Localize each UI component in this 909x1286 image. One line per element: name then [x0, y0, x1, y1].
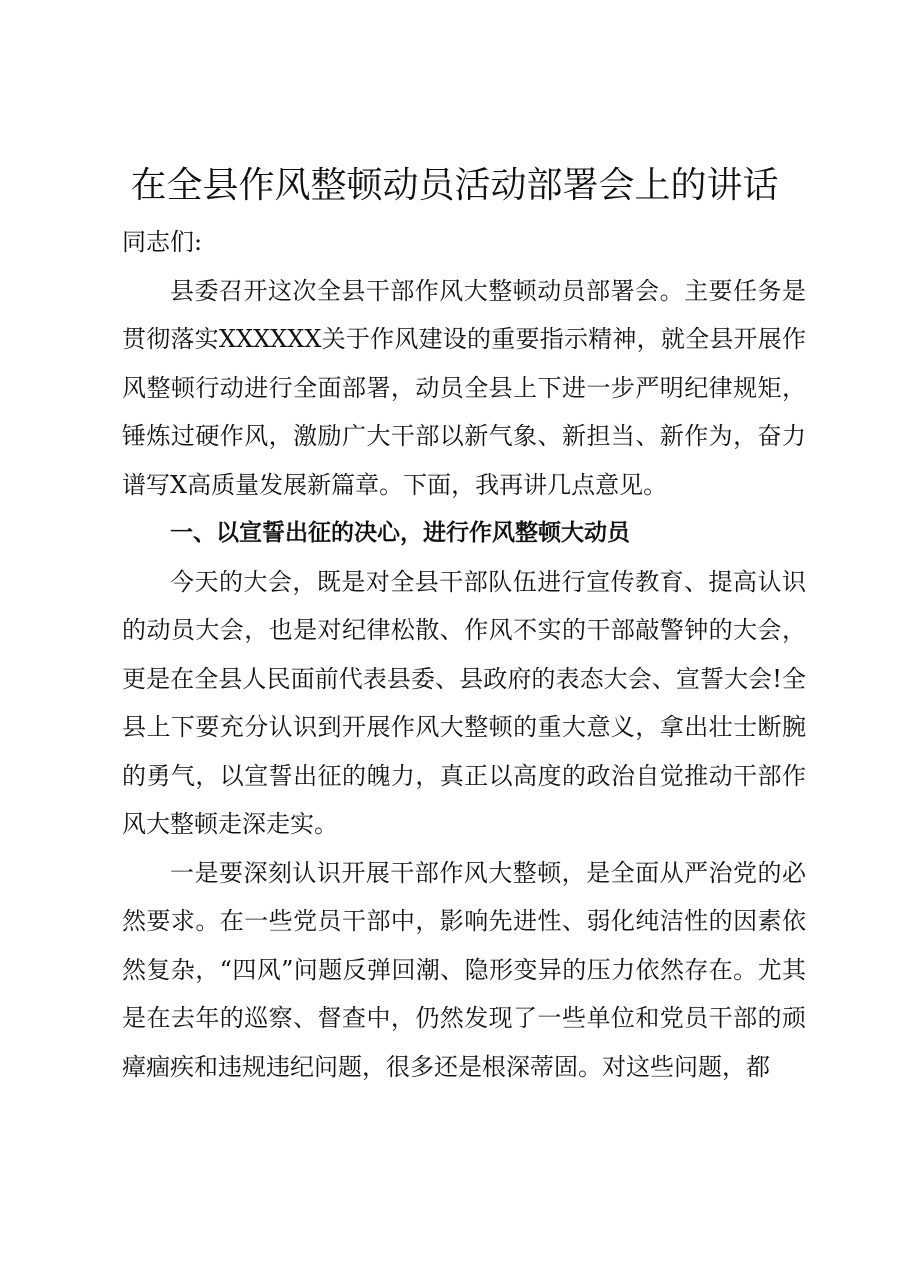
document-body — [122, 218, 806, 1091]
section-heading-1: 一、以宣誓出征的决心，进行作风整顿大动员 — [170, 520, 630, 546]
paragraph-intro: 县委召开这次全县干部作风大整顿动员部署会。主要任务是贯彻落实XXXXXX关于作风建设的重要指示精神，就全县开展作风整顿行动进行全面部署，动员全县上下进一步严明纪律规矩，锤炼过硬作风，激励广大干部以新气象、新担当、新作为，奋力谱写X高质量发展新篇章。下面，我再讲几点意见。 — [122, 276, 806, 499]
salutation: 同志们: — [122, 228, 203, 256]
paragraph-point-one: 一是要深刻认识开展干部作风大整顿，是全面从严治党的必然要求。在一些党员干部中，影响先进性、弱化纯洁性的因素依然复杂，“四风”问题反弹回潮、隐形变异的压力依然存在。尤其是在去年的巡察、督查中，仍然发现了一些单位和党员干部的顽瘴痼疾和违规违纪问题，很多还是根深蒂固。对这些问题，都 — [122, 858, 806, 1081]
document-title: 在全县作风整顿动员活动部署会上的讲话 — [130, 165, 779, 206]
paragraph-mobilization: 今天的大会，既是对全县干部队伍进行宣传教育、提高认识的动员大会，也是对纪律松散、作风不实的干部敲警钟的大会，更是在全县人民面前代表县委、县政府的表态大会、宣誓大会!全县上下要充分认识到开展作风大整顿的重大意义，拿出壮士断腕的勇气，以宣誓出征的魄力，真正以高度的政治自觉推动干部作风大整顿走深走实。 — [122, 567, 806, 838]
